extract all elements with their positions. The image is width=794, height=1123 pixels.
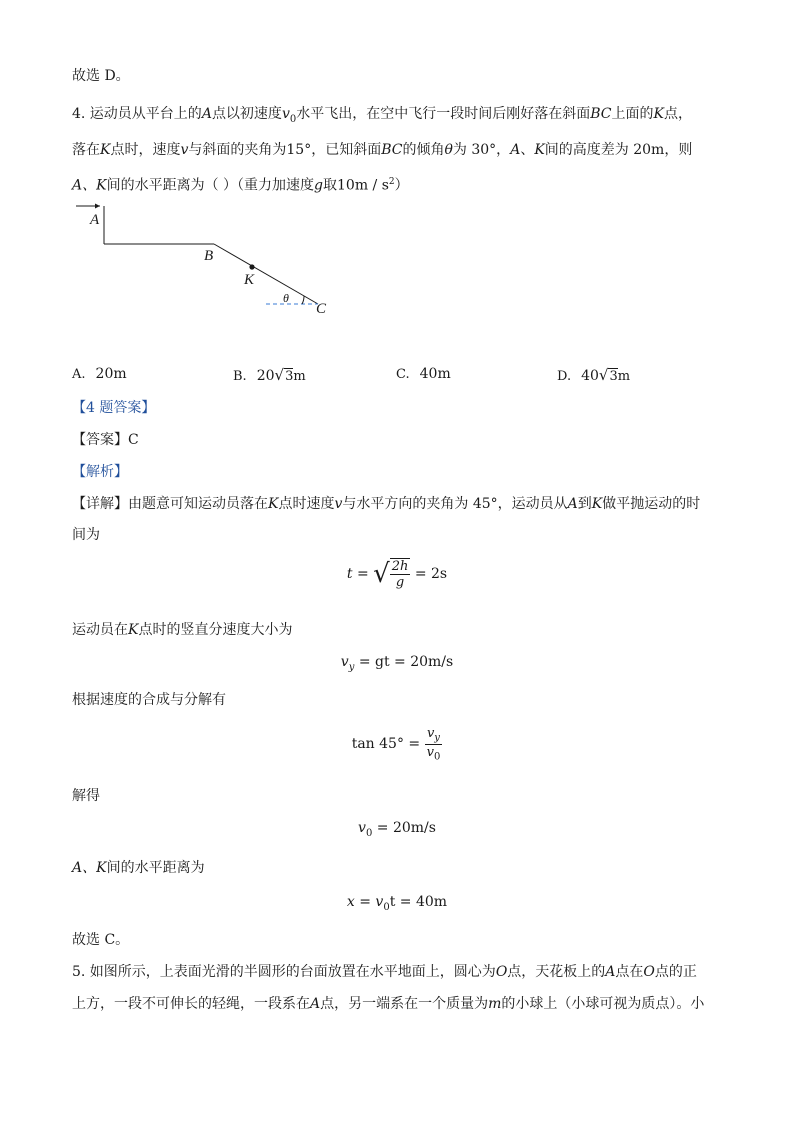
symbol-O: O — [643, 964, 655, 980]
symbol-K: K — [534, 142, 545, 158]
previous-answer-line — [72, 66, 130, 86]
arrowhead — [95, 204, 100, 209]
symbol-v: v — [180, 142, 189, 158]
var: v — [426, 744, 434, 760]
symbol-A: A — [510, 142, 521, 158]
text: 做平抛运动的时 — [602, 496, 701, 512]
symbol-A: A — [567, 496, 578, 512]
distance-intro-line — [72, 858, 205, 878]
option-d[interactable] — [557, 366, 630, 384]
text: 间的水平距离为 — [106, 860, 205, 876]
text: 间为 — [72, 527, 100, 543]
eq-lhs: v — [340, 654, 349, 670]
text: 故选 D。 — [72, 68, 130, 84]
eq-lhs: tan 45° = — [351, 736, 421, 753]
subscript: 0 — [365, 827, 373, 839]
text: 上方，一段不可伸长的轻绳，一段系在 — [72, 996, 310, 1012]
symbol-g: g — [314, 177, 323, 194]
question-4-line-2 — [72, 140, 692, 160]
question-4-line-1 — [72, 104, 692, 130]
question-4-line-3 — [72, 172, 409, 196]
text: 运动员在 — [72, 622, 128, 638]
symbol-AK: A、K — [72, 860, 107, 876]
text: ） — [394, 177, 409, 194]
text: 、 — [520, 142, 535, 158]
conclusion-line — [72, 930, 129, 950]
option-letter: D. — [557, 369, 572, 384]
symbol-v0: v — [281, 106, 290, 122]
analysis-tag: 【解析】 — [72, 464, 128, 480]
equation-time — [0, 558, 794, 590]
subscript: 0 — [433, 751, 441, 763]
denominator: g — [395, 575, 405, 590]
text: 与斜面的夹角为15°，已知斜面 — [188, 142, 382, 158]
equation-v0 — [0, 820, 794, 839]
var: v — [426, 726, 435, 741]
detail-line-2 — [72, 525, 100, 545]
subscript: 0 — [383, 901, 390, 913]
angle-arc — [302, 296, 304, 304]
equation-vy — [0, 654, 794, 673]
text: 落在 — [72, 142, 100, 158]
question-5-line-1 — [72, 962, 697, 982]
option-letter: A. — [72, 367, 86, 382]
answer: 【答案】C — [72, 432, 139, 448]
eq-lhs: x = v — [346, 894, 384, 910]
eq-rhs: = gt = 20m/s — [358, 654, 454, 670]
text: 点时速度 — [278, 496, 335, 512]
text: 点的正 — [654, 964, 697, 980]
label-theta: θ — [283, 291, 289, 305]
text: 点时，速度 — [110, 142, 181, 158]
option-b[interactable] — [233, 366, 306, 384]
decomposition-line — [72, 690, 226, 710]
text: 点以初速度 — [211, 106, 282, 122]
denominator — [425, 745, 443, 763]
fraction — [390, 558, 411, 590]
text: 的小球上（小球可视为质点）。小 — [501, 996, 705, 1012]
subscript: y — [434, 732, 440, 744]
label-B: B — [204, 248, 214, 264]
option-value: 20m — [95, 366, 127, 382]
text: 点，另一端系在一个质量为 — [320, 996, 489, 1012]
superscript: 2 — [388, 177, 395, 187]
symbol-theta: θ — [444, 142, 453, 158]
option-value: 40 — [581, 368, 599, 384]
label-A: A — [90, 212, 100, 228]
radical-sign: √ — [598, 366, 609, 384]
text: 与水平方向的夹角为 45°，运动员从 — [342, 496, 568, 512]
text: 根据速度的合成与分解有 — [72, 692, 226, 708]
text: 间的高度差为 20m，则 — [544, 142, 693, 158]
symbol-K: K — [591, 496, 603, 512]
text: 点，天花板上的 — [507, 964, 606, 980]
numerator: 2h — [391, 559, 409, 574]
text: 取10m / s — [323, 177, 389, 194]
text: 间的水平距离为（ ）（重力加速度 — [106, 177, 315, 194]
text: 到 — [577, 496, 592, 512]
text: 点时的竖直分速度大小为 — [138, 622, 293, 638]
text: 水平飞出，在空中飞行一段时间后刚好落在斜面 — [296, 106, 591, 122]
symbol-K: K — [128, 622, 139, 638]
subscript: 0 — [289, 113, 297, 125]
answer-tag: 【4 题答案】 — [72, 400, 156, 416]
slope-figure — [70, 198, 360, 323]
unit: m — [293, 369, 306, 384]
equation-x — [0, 894, 794, 913]
option-letter: C. — [396, 367, 410, 382]
detail-line-1 — [72, 494, 700, 514]
symbol-v: v — [334, 496, 343, 512]
text: 故选 C。 — [72, 932, 130, 948]
option-a[interactable] — [72, 366, 127, 382]
symbol-K: K — [100, 142, 111, 158]
symbol-K: K — [653, 106, 664, 122]
symbol-A: A — [605, 964, 616, 980]
symbol-BC: BC — [590, 106, 612, 122]
text: 点在 — [615, 964, 644, 980]
option-letter: B. — [233, 369, 247, 384]
option-c[interactable] — [396, 366, 451, 382]
vy-intro-line — [72, 620, 292, 640]
text: 【详解】由题意可知运动员落在 — [72, 496, 268, 512]
answer-line — [72, 430, 139, 450]
fraction — [425, 726, 443, 762]
text: 点， — [663, 106, 692, 122]
text: 解得 — [72, 788, 100, 804]
eq-rhs: t = 40m — [389, 894, 448, 910]
equation-tan — [0, 726, 794, 762]
label-K: K — [244, 272, 255, 288]
numerator — [425, 726, 443, 745]
radical-sign: √ — [373, 559, 390, 589]
unit: m — [617, 369, 631, 384]
text: 为 30°， — [452, 142, 511, 158]
eq-rhs: = 20m/s — [376, 820, 436, 836]
option-value: 40m — [419, 366, 451, 382]
text: 5. 如图所示，上表面光滑的半圆形的台面放置在水平地面上，圆心为 — [72, 964, 496, 980]
subscript: y — [348, 661, 355, 673]
label-C: C — [316, 301, 327, 317]
text: 4. 运动员从平台上的 — [72, 106, 202, 122]
eq-rhs: = 2s — [414, 566, 448, 582]
slope-line — [214, 244, 318, 304]
option-value: 20 — [256, 368, 275, 384]
text: 上面的 — [611, 106, 654, 122]
radicand: 3 — [609, 369, 618, 384]
solve-line — [72, 786, 100, 806]
point-K — [249, 264, 254, 269]
text: 的倾角 — [402, 142, 445, 158]
symbol-O: O — [495, 964, 508, 980]
radical-sign: √ — [274, 366, 285, 384]
symbol-K: K — [268, 496, 279, 512]
symbol-BC: BC — [381, 142, 403, 158]
symbol-A: A — [201, 106, 212, 122]
symbol-m: m — [488, 996, 502, 1012]
question-5-line-2 — [72, 994, 704, 1014]
symbol-A: A — [310, 996, 321, 1012]
eq-lhs: t = — [346, 566, 369, 582]
radicand: 3 — [285, 369, 294, 384]
eq-lhs: v — [358, 820, 366, 836]
symbol-AK: A、K — [72, 177, 107, 194]
